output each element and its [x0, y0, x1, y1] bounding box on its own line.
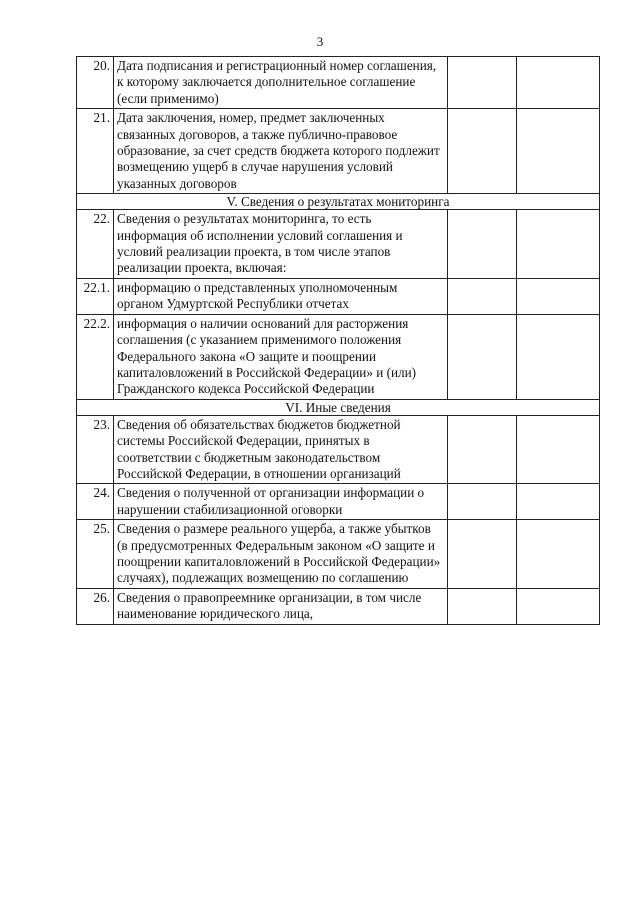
table-row	[77, 520, 600, 589]
section-header-row	[77, 194, 600, 210]
row-number: 22.	[77, 210, 114, 279]
row-description: информация о наличии оснований для расторжения соглашения (с указанием применимого положения Федерального закона «О защите и поощрении капиталовложений в Российской Федерации» и (или) Гражданского кодекса Российской Федерации	[114, 314, 448, 399]
empty-cell	[517, 415, 600, 484]
row-description: Дата заключения, номер, предмет заключенных связанных договоров, а также публично-правовое образование, за счет средств бюджета которого подлежит возмещению ущерб в случае нарушения условий указанных договоров	[114, 109, 448, 194]
row-number: 23.	[77, 415, 114, 484]
table-row	[77, 415, 600, 484]
row-number: 25.	[77, 520, 114, 589]
empty-cell	[448, 57, 517, 109]
row-number: 20.	[77, 57, 114, 109]
row-number: 22.2.	[77, 314, 114, 399]
empty-cell	[448, 210, 517, 279]
row-number: 22.1.	[77, 278, 114, 314]
empty-cell	[517, 278, 600, 314]
page-number: 3	[316, 34, 324, 49]
section-title: V. Сведения о результатах мониторинга	[77, 194, 600, 210]
row-description: Сведения об обязательствах бюджетов бюджетной системы Российской Федерации, принятых в соответствии с бюджетным законодательством Российской Федерации, в отношении организаций	[114, 415, 448, 484]
empty-cell	[448, 484, 517, 520]
table-row	[77, 588, 600, 624]
row-description: Сведения о полученной от организации информации о нарушении стабилизационной оговорки	[114, 484, 448, 520]
empty-cell	[517, 588, 600, 624]
empty-cell	[448, 314, 517, 399]
section-header-row	[77, 399, 600, 415]
empty-cell	[517, 109, 600, 194]
section-title: VI. Иные сведения	[77, 399, 600, 415]
table-row	[77, 109, 600, 194]
row-description: Дата подписания и регистрационный номер соглашения, к которому заключается дополнительное соглашение (если применимо)	[114, 57, 448, 109]
empty-cell	[517, 314, 600, 399]
empty-cell	[517, 210, 600, 279]
row-description: Сведения о размере реального ущерба, а также убытков (в предусмотренных Федеральным законом «О защите и поощрении капиталовложений в Российской Федерации» случаях), подлежащих возмещению по соглашению	[114, 520, 448, 589]
registry-table	[76, 56, 600, 625]
empty-cell	[448, 278, 517, 314]
row-description: Сведения о результатах мониторинга, то есть информация об исполнении условий соглашения и условий реализации проекта, в том числе этапов реализации проекта, включая:	[114, 210, 448, 279]
empty-cell	[448, 415, 517, 484]
row-number: 21.	[77, 109, 114, 194]
row-description: информацию о представленных уполномоченным органом Удмуртской Республики отчетах	[114, 278, 448, 314]
row-number: 24.	[77, 484, 114, 520]
empty-cell	[448, 520, 517, 589]
empty-cell	[517, 57, 600, 109]
table-row	[77, 210, 600, 279]
table-row	[77, 314, 600, 399]
empty-cell	[448, 109, 517, 194]
empty-cell	[448, 588, 517, 624]
table-row	[77, 57, 600, 109]
table-row	[77, 484, 600, 520]
row-number: 26.	[77, 588, 114, 624]
table-row	[77, 278, 600, 314]
empty-cell	[517, 520, 600, 589]
empty-cell	[517, 484, 600, 520]
row-description: Сведения о правопреемнике организации, в том числе наименование юридического лица,	[114, 588, 448, 624]
